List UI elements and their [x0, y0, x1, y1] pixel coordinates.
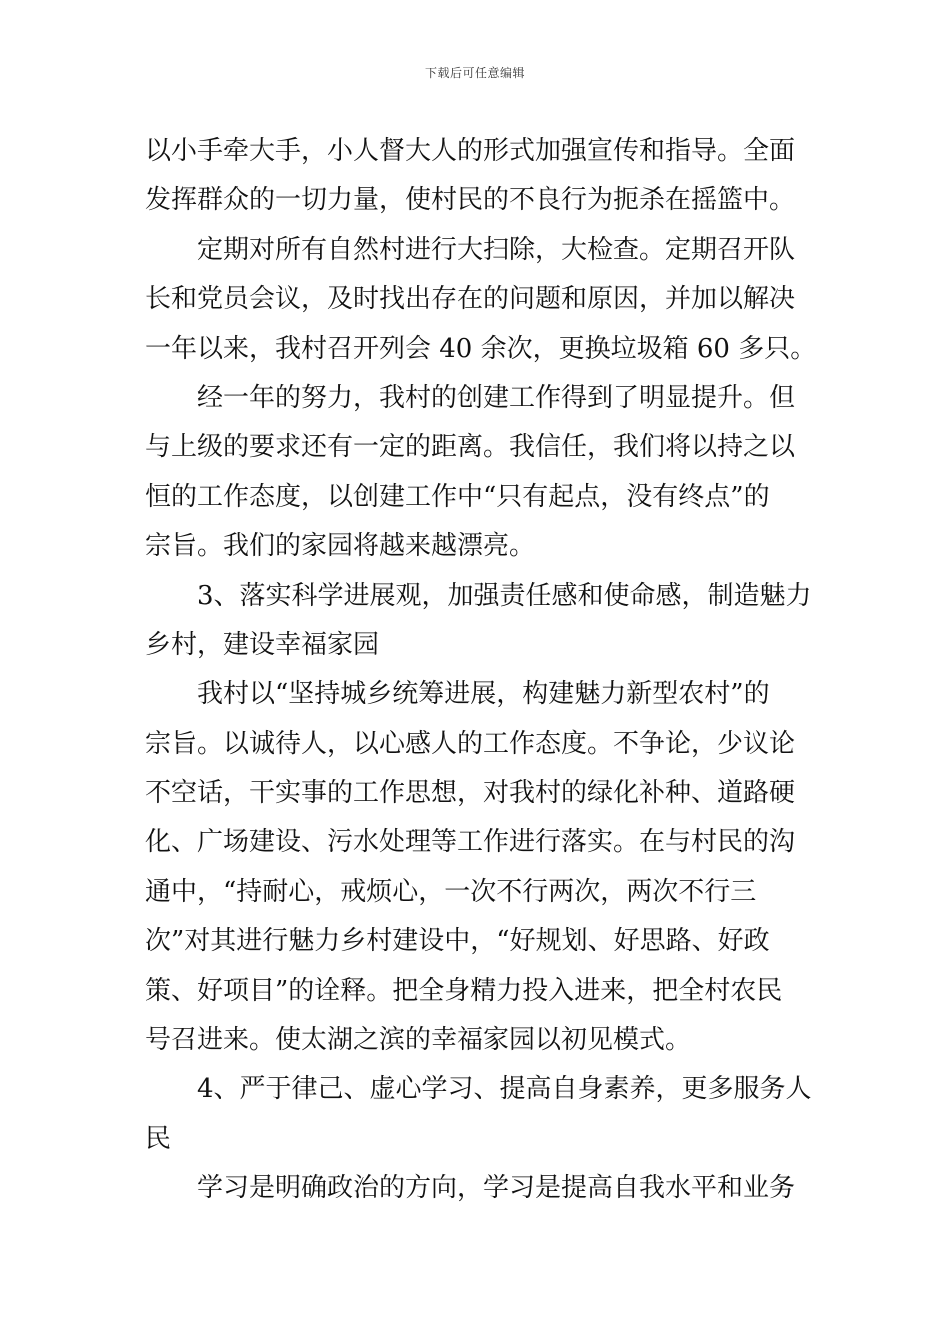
text-line: 3、落实科学进展观，加强责任感和使命感，制造魅力	[197, 580, 812, 611]
text-line: 号召进来。使太湖之滨的幸福家园以初见模式。	[145, 1025, 692, 1056]
text-line: 以小手牵大手，小人督大人的形式加强宣传和指导。全面	[145, 136, 796, 166]
text-line: 不空话，干实事的工作思想，对我村的绿化补种、道路硬	[145, 778, 796, 809]
text-line: 乡村，建设幸福家园	[145, 629, 380, 660]
text-line: 我村以“坚持城乡统筹进展，构建魅力新型农村”的	[197, 679, 770, 710]
text-line: 恒的工作态度，以创建工作中“只有起点，没有终点”的	[145, 481, 770, 512]
text-line: 4、严于律己、虚心学习、提高自身素养，更多服务人	[197, 1074, 812, 1105]
text-line: 一年以来，我村召开列会 40 余次，更换垃圾箱 60 多只。	[145, 333, 817, 364]
text-line: 次”对其进行魅力乡村建设中，“好规划、好思路、好政	[145, 926, 770, 957]
page-header: 下载后可任意编辑	[424, 66, 525, 80]
text-line: 与上级的要求还有一定的距离。我信任，我们将以持之以	[145, 432, 796, 463]
text-line: 宗旨。我们的家园将越来越漂亮。	[145, 531, 536, 562]
text-line: 经一年的努力，我村的创建工作得到了明显提升。但	[197, 382, 796, 413]
text-line: 化、广场建设、污水处理等工作进行落实。在与村民的沟	[145, 827, 796, 858]
text-line: 长和党员会议，及时找出存在的问题和原因，并加以解决	[145, 284, 796, 315]
text-line: 定期对所有自然村进行大扫除，大检查。定期召开队	[197, 234, 796, 265]
text-line: 学习是明确政治的方向，学习是提高自我水平和业务	[197, 1173, 796, 1204]
text-line: 宗旨。以诚待人，以心感人的工作态度。不争论，少议论	[145, 728, 796, 759]
text-line: 通中，“持耐心，戒烦心，一次不行两次，两次不行三	[145, 876, 757, 907]
text-line: 发挥群众的一切力量，使村民的不良行为扼杀在摇篮中。	[145, 185, 796, 216]
text-line: 民	[145, 1123, 172, 1154]
text-line: 策、好项目”的诠释。把全身精力投入进来，把全村农民	[145, 975, 783, 1006]
document-body	[145, 127, 817, 1214]
